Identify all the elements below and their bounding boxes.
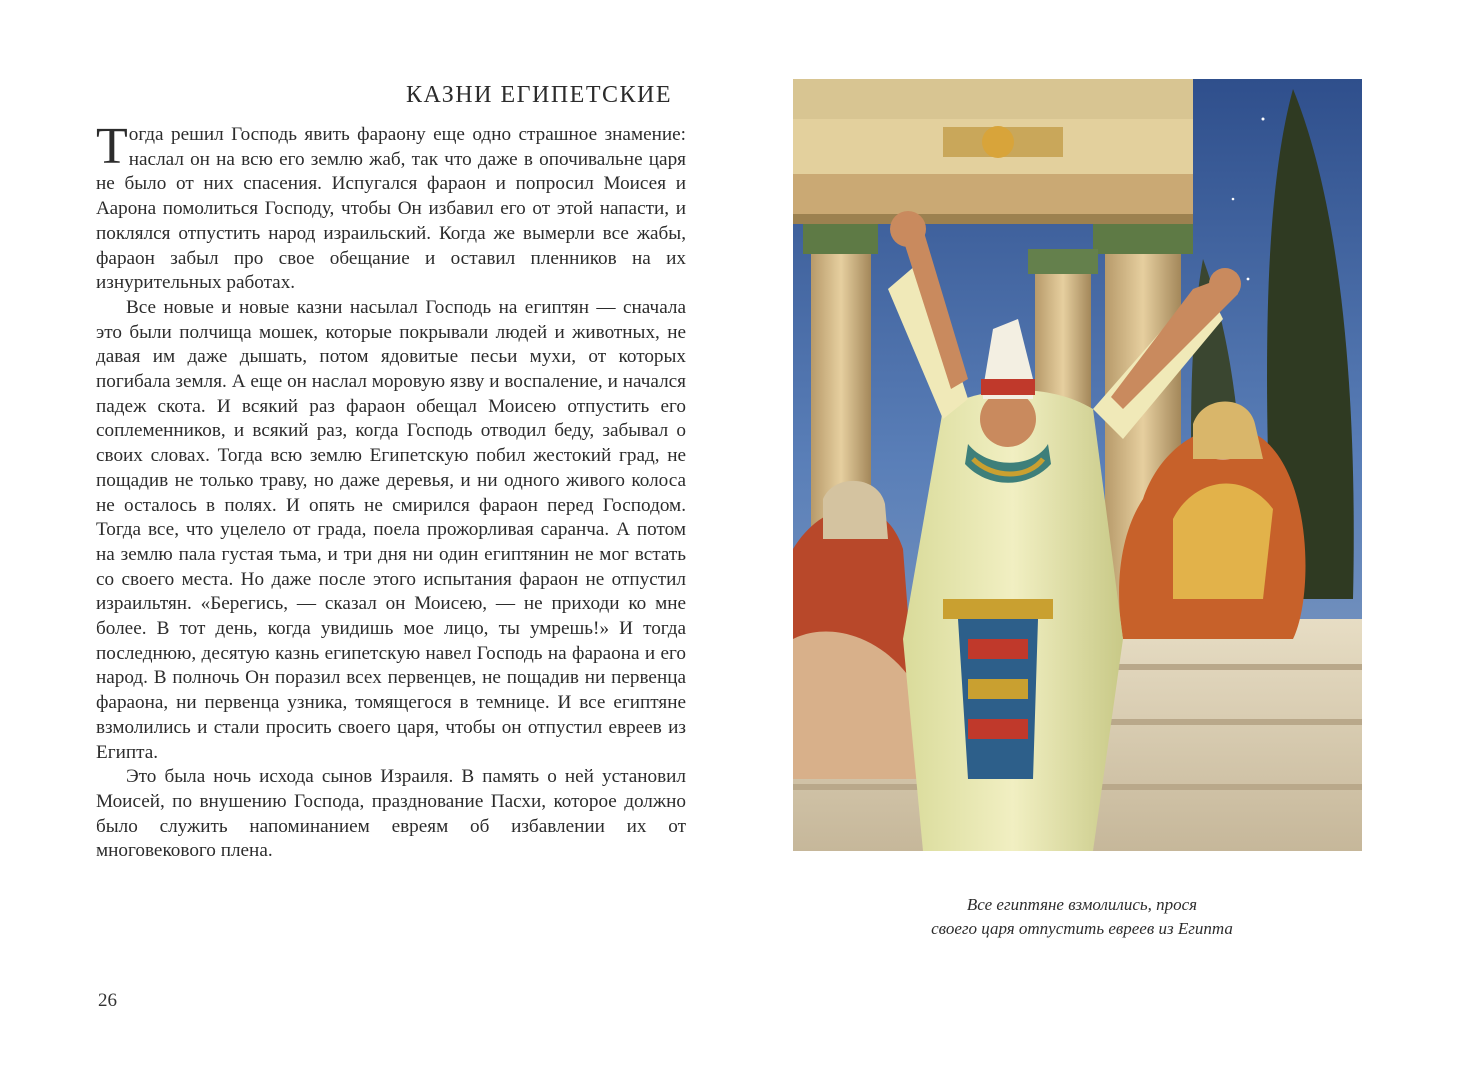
caption-line-2: своего царя отпустить евреев из Египта xyxy=(931,919,1233,938)
illustration-caption xyxy=(872,893,1292,941)
caption-line-1: Все египтяне взмолились, прося xyxy=(966,895,1198,914)
page-number: 26 xyxy=(98,990,117,1011)
paragraph-2: Все новые и новые казни насылал Господь на египтян — сначала это были полчища мошек, которые покрывали людей и животных, не давая им даже дышать, потом ядовитые песьи мухи, от которых погибала земля. А еще он наслал моровую язву и воспаление, и начался падеж скота. И всякий раз фараон обещал Моисею отпустить его соплеменников, и всякий раз, когда Господь отводил беду, забывал о своих словах. Тогда всю землю Египетскую побил жестокий град, не пощадив не только траву, но даже деревья, и ни одного живого колоса не осталось в полях. И опять не смирился фараон перед Господом. Тогда все, что уцелело от града, поела прожорливая саранча. А потом на землю пала густая тьма, и три дня ни один египтянин не мог встать со своего места. Но даже после этого испытания фараон не отпустил израильтян. «Берегись, — сказал он Моисею, — не приходи ко мне более. В тот день, когда увидишь мое лицо, ты умрешь!» И тогда последнюю, десятую казнь египетскую навел Господь на фараона и его народ. В полночь Он поразил всех первенцев, не пощадив ни первенца фараона, ни первенца узника, томящегося в темнице. И все египтяне взмолились и стали просить своего царя, чтобы он отпустил евреев из Египта. xyxy=(96,296,686,763)
drop-cap: Т xyxy=(96,118,128,175)
illustration-pharaoh xyxy=(793,79,1362,851)
chapter-title: КАЗНИ ЕГИПЕТСКИЕ xyxy=(406,82,672,108)
paragraph-1-text: огда решил Господь явить фараону еще одно страшное знамение: наслал он на всю его землю жаб, так что даже в опочивальне царя не было от них спасения. Испугался фараон и попросил Моисея и Аарона помолиться Господу, чтобы Он избавил его от этой напасти, и поклялся отпустить народ израильский. Когда же вымерли все жабы, фараон забыл про свое обещание и оставил пленников на их изнурительных работах. xyxy=(96,124,686,294)
paragraph-3: Это была ночь исхода сынов Израиля. В память о ней установил Моисей, по внушению Господа, празднование Пасхи, которое должно было служить напоминанием евреям об избавлении их от многовекового плена. xyxy=(96,766,686,862)
body-text xyxy=(96,118,686,864)
paragraph-1 xyxy=(96,118,686,296)
